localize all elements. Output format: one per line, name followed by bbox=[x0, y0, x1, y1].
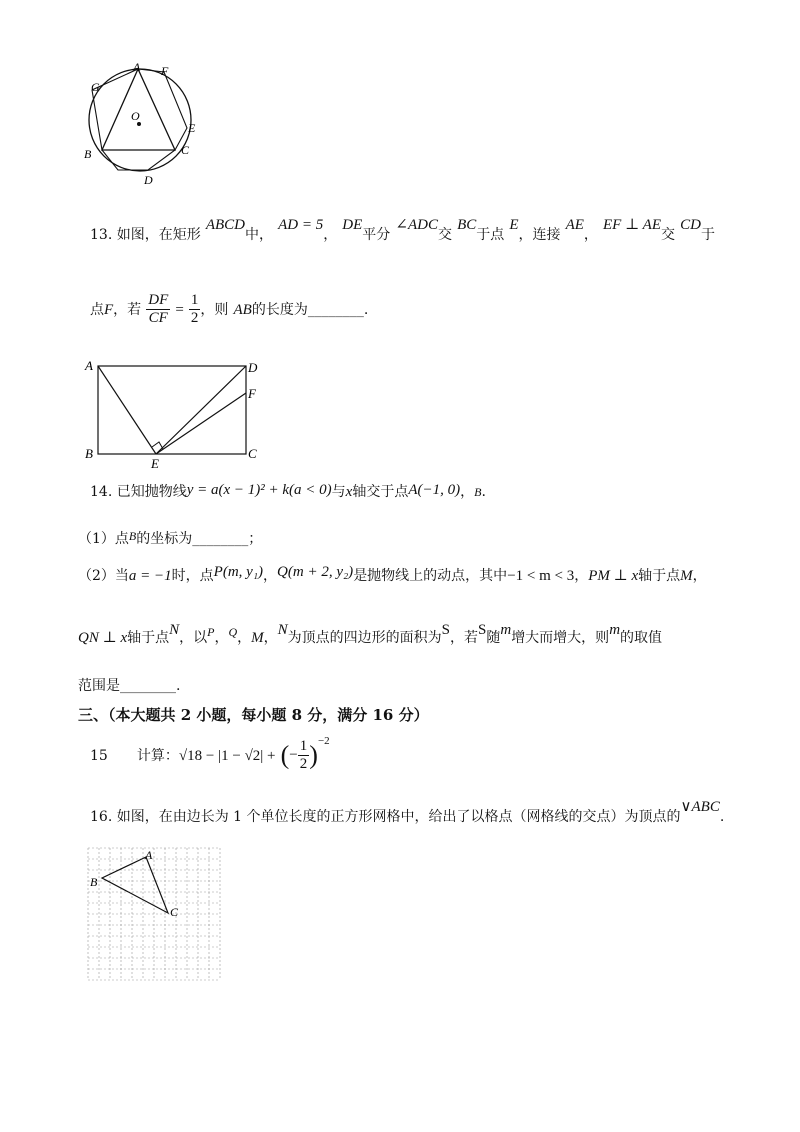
rectangle-figure bbox=[82, 356, 267, 471]
label-c: C bbox=[181, 143, 190, 157]
label-b: B bbox=[85, 446, 93, 461]
grid-figure bbox=[86, 846, 228, 986]
label-d: D bbox=[144, 173, 153, 187]
label-a: A bbox=[85, 358, 93, 373]
label-o: O bbox=[131, 109, 140, 123]
q14-line4: 范围是________. bbox=[78, 678, 181, 694]
label-c: C bbox=[170, 905, 179, 919]
q14-line1: 14. 已知抛物线y = a(x − 1)² + k(a < 0)与x轴交于点A(−1, 0)，B. bbox=[90, 482, 486, 500]
q14-part1: （1）点B的坐标为________； bbox=[78, 529, 263, 547]
q13-line2: 点F，若 $\frac{DF}{CF}$ = $\frac{1}{2}$ ，则 AB的长度为________. bbox=[90, 292, 369, 326]
fraction-df-cf: $\frac{DF}{CF}$ bbox=[148, 292, 169, 326]
label-a: A bbox=[133, 60, 141, 74]
label-g: G bbox=[91, 80, 100, 94]
q16: 16. 如图，在由边长为 1 个单位长度的正方形网格中，给出了以格点（网格线的交点）为顶点的∨ABC. bbox=[90, 799, 725, 825]
label-e: E bbox=[188, 121, 196, 135]
label-d: D bbox=[248, 360, 258, 375]
section-heading: 三、（本大题共 2 小题，每小题 8 分，满分 16 分） bbox=[78, 706, 429, 724]
fraction-half: $\frac{1}{2}$ bbox=[190, 292, 199, 326]
q13-line1: 13. 如图，在矩形 ABCD中， AD = 5， DE平分 ∠ADC交 BC于点 E，连接 AE， EF ⊥ AE交 CD于 bbox=[90, 217, 715, 243]
label-b: B bbox=[90, 875, 98, 889]
q15: 15 计算：√18 − |1 − √2| + (− $\frac{1}{2}$ )$^{-2}$ bbox=[90, 734, 330, 772]
label-f: F bbox=[248, 386, 256, 401]
label-f: F bbox=[161, 64, 169, 78]
circle-figure bbox=[80, 60, 210, 190]
fraction-half: $\frac{1}{2}$ bbox=[299, 738, 308, 772]
label-a: A bbox=[145, 848, 153, 862]
q14-line3: QN ⊥ x轴于点N，以$^P$，$^Q$，M，N为顶点的四边形的面积为S，若S随m增大而增大，则m的取值 bbox=[78, 622, 663, 646]
q14-part2: （2）当a = −1时，点P(m, y₁)，Q(m + 2, y₂)是抛物线上的动点，其中−1 < m < 3，PM ⊥ x轴于点M， bbox=[78, 564, 707, 584]
label-b: B bbox=[84, 147, 92, 161]
label-c: C bbox=[248, 446, 257, 461]
label-e: E bbox=[151, 456, 159, 471]
